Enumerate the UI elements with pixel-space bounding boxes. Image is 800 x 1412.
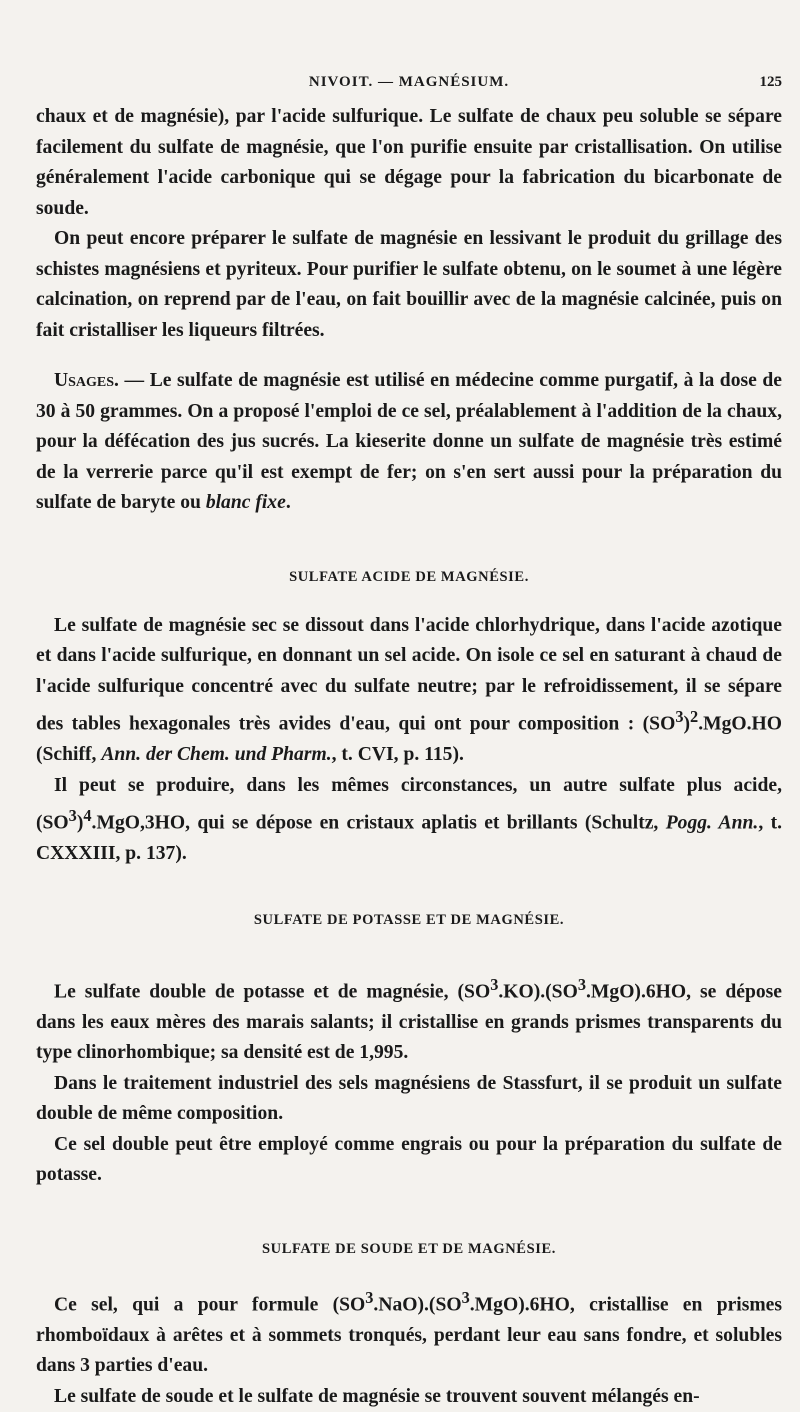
superscript: 4	[83, 806, 92, 826]
paragraph-mixed	[36, 1382, 782, 1412]
paragraph-text: .	[285, 492, 291, 513]
section-heading-potash-sulfate: SULFATE DE POTASSE ET DE MAGNÉSIE.	[253, 911, 565, 928]
paragraph-text: .NaO).(SO	[373, 1294, 462, 1316]
running-title: NIVOIT. — MAGNÉSIUM.	[308, 74, 510, 90]
paragraph-more-acid	[36, 771, 782, 870]
paragraph-text: Le sulfate de soude et le sulfate de magnésie se trouvent souvent mélangés en-	[54, 1385, 700, 1407]
paragraph-soda-formula	[36, 1283, 782, 1382]
paragraph-text: Ce sel double peut être employé comme engrais ou pour la préparation du sulfate de potasse.	[36, 1133, 782, 1186]
paragraph-fertilizer	[36, 1130, 782, 1191]
section-heading-acid-sulfate: SULFATE ACIDE DE MAGNÉSIE.	[289, 568, 529, 585]
paragraph-text: .MgO).6HO, cristallise en prismes rhomboïdaux à arêtes et à sommets tronqués, perdant leur eau sans fondre, et solubles dans 3 parties d'eau.	[36, 1294, 782, 1377]
paragraph-text: , t. CXXXIII, p. 137).	[36, 812, 782, 865]
paragraph-text: .MgO.HO (Schiff,	[36, 713, 782, 766]
paragraph-text: Il peut se produire, dans les mêmes circonstances, un autre sulfate plus acide, (SO	[36, 774, 782, 834]
superscript: 2	[690, 707, 699, 726]
page-number: 125	[759, 74, 782, 90]
paragraph-text: Dans le traitement industriel des sels magnésiens de Stassfurt, il se produit un sulfate double de même composition.	[36, 1072, 782, 1125]
superscript: 3	[490, 974, 499, 994]
paragraph-text: , t. CVI, p. 115).	[331, 744, 464, 766]
page-header	[36, 74, 782, 102]
paragraph-preparation	[36, 224, 782, 346]
usages-lead: Usages.	[54, 370, 119, 391]
superscript: 3	[365, 1287, 374, 1307]
section-heading-soda-sulfate: SULFATE DE SOUDE ET DE MAGNÉSIE.	[262, 1240, 556, 1257]
superscript: 3	[675, 707, 684, 726]
paragraph-text: chaux et de magnésie), par l'acide sulfurique. Le sulfate de chaux peu soluble se sépare facilement du sulfate de magnésie, que l'on purifie ensuite par cristallisation. On utilise généralement l'acide carbonique qui se dégage pour la fabrication du bicarbonate de soude.	[36, 106, 782, 219]
citation-title: Pogg. Ann.	[665, 812, 759, 834]
paragraph-usages	[36, 366, 782, 519]
paragraph-text: Le sulfate de magnésie sec se dissout dans l'acide chlorhydrique, dans l'acide azotique et dans l'acide sulfurique, en donnant un sel acide. On isole ce sel en saturant à chaud de l'acide sulfurique concentré avec du sulfate neutre; par le refroidissement, il se sépare des tables hexagonales très avides d'eau, qui ont pour composition : (SO	[36, 614, 782, 735]
paragraph-text: — Le sulfate de magnésie est utilisé en médecine comme purgatif, à la dose de 30 à 50 grammes. On a proposé l'emploi de ce sel, préalablement à l'addition de la chaux, pour la défécation des jus sucrés. La kieserite donne un sulfate de magnésie très estimé de la verrerie parce qu'il est exempt de fer; on s'en sert aussi pour la préparation du sulfate de baryte ou	[36, 370, 782, 513]
superscript: 3	[577, 974, 586, 994]
paragraph-text: .KO).(SO	[498, 981, 578, 1003]
page-body	[36, 102, 782, 1412]
paragraph-stassfurt	[36, 1069, 782, 1130]
citation-title: Ann. der Chem. und Pharm.	[101, 744, 332, 766]
paragraph-text: Le sulfate double de potasse et de magnésie, (SO	[54, 981, 491, 1003]
paragraph-double-sulfate	[36, 970, 782, 1069]
paragraph-acid-sulfate	[36, 611, 782, 771]
superscript: 3	[461, 1287, 470, 1307]
italic-term: blanc fixe	[205, 492, 286, 513]
paragraph-text: .MgO,3HO, qui se dépose en cristaux aplatis et brillants (Schultz,	[91, 812, 666, 834]
paragraph-text: On peut encore préparer le sulfate de magnésie en lessivant le produit du grillage des schistes magnésiens et pyriteux. Pour purifier le sulfate obtenu, on le soumet à une légère calcination, on reprend par de l'eau, on fait bouillir avec de la magnésie calcinée, puis on fait cristalliser les liqueurs filtrées.	[36, 228, 782, 341]
paragraph-text: Ce sel, qui a pour formule (SO	[54, 1294, 366, 1316]
superscript: 3	[68, 806, 77, 826]
paragraph-text: )	[76, 812, 84, 834]
paragraph-text: )	[683, 713, 691, 735]
paragraph-text: .MgO).6HO, se dépose dans les eaux mères des marais salants; il cristallise en grands prismes transparents du type clinorhombique; sa densité est de 1,995.	[36, 981, 782, 1064]
paragraph-continued	[36, 102, 782, 224]
